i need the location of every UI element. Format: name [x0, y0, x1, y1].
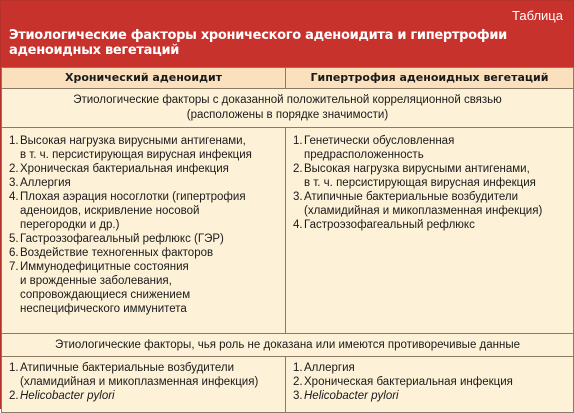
right-cell — [286, 128, 574, 334]
item-text-line: Атипичные бактериальные возбудители — [304, 191, 519, 203]
item-number: 2. — [9, 390, 19, 402]
section-header-line: Этиологические факторы с доказанной положительной корреляционной связью — [73, 94, 502, 106]
section-header-row — [2, 334, 574, 357]
list-item — [6, 190, 285, 232]
item-text-line: Helicobacter pylori — [20, 390, 115, 402]
item-text-line: Helicobacter pylori — [304, 390, 399, 402]
item-text-line: предрасположенность — [304, 149, 424, 161]
list-item — [6, 389, 285, 403]
table-title-line: Этиологические факторы хронического аденоидита и гипертрофии — [9, 28, 507, 43]
right-cell — [286, 357, 574, 413]
item-text-line: Высокая нагрузка вирусными антигенами, — [20, 135, 246, 147]
list-item — [290, 190, 573, 218]
section-header-line: Этиологические факторы, чья роль не доказана или имеются противоречивые данные — [54, 338, 521, 351]
list-item — [6, 176, 285, 190]
list-item — [6, 134, 285, 162]
item-text-line: Иммунодефицитные состояния — [20, 261, 189, 273]
item-number: 2. — [293, 376, 303, 388]
item-number: 1. — [9, 362, 19, 374]
item-text-line: Плохая аэрация носоглотки (гипертрофия — [20, 191, 246, 203]
section-header-line: (расположены в порядке значимости) — [186, 109, 389, 121]
item-text-line: Воздействие техногенных факторов — [20, 247, 214, 259]
factor-list — [290, 361, 573, 403]
section-header — [2, 334, 574, 357]
item-text-line: неспецифического иммунитета — [20, 303, 187, 315]
left-cell — [2, 128, 286, 334]
item-text-line: Хроническая бактериальная инфекция — [20, 163, 229, 175]
item-text-line: Атипичные бактериальные возбудители — [20, 362, 235, 374]
item-number: 5. — [9, 233, 19, 245]
section-body-row — [2, 128, 574, 334]
list-item — [6, 232, 285, 246]
item-text-line: Аллергия — [20, 177, 71, 189]
section-body-row — [2, 357, 574, 413]
item-text-line: в т. ч. персистирующая вирусная инфекция — [20, 149, 252, 161]
item-number: 6. — [9, 247, 19, 259]
item-number: 1. — [293, 362, 303, 374]
list-item — [290, 389, 573, 403]
column-header: Гипертрофия аденоидных вегетаций — [286, 68, 574, 89]
item-text-line: Гастроэзофагеальный рефлюкс (ГЭР) — [20, 233, 224, 245]
list-item — [6, 246, 285, 260]
item-text-line: Аллергия — [304, 362, 355, 374]
item-text-line: и врожденные заболевания, — [20, 275, 172, 287]
item-text-line: аденоидов, искривление носовой — [20, 205, 200, 217]
list-item — [6, 361, 285, 389]
item-number: 2. — [293, 163, 303, 175]
factor-list — [290, 134, 573, 232]
factor-list — [6, 134, 285, 316]
item-number: 4. — [293, 219, 303, 231]
section-header-row — [2, 89, 574, 128]
item-text-line: перегородки и др.) — [20, 219, 120, 231]
list-item — [6, 162, 285, 176]
item-number: 1. — [9, 135, 19, 147]
etiology-table — [1, 67, 574, 413]
table-header-band — [1, 1, 573, 67]
table-title-line: аденоидных вегетаций — [9, 43, 180, 58]
list-item — [290, 218, 573, 232]
item-number: 3. — [9, 177, 19, 189]
column-header-row — [2, 68, 574, 89]
item-text-line: Хроническая бактериальная инфекция — [304, 376, 513, 388]
item-text-line: сопровождающиеся снижением — [20, 289, 191, 301]
section-header — [2, 89, 574, 128]
item-text-line: (хламидийная и микоплазменная инфекция) — [304, 205, 543, 217]
table-tag: Таблица — [512, 8, 563, 23]
item-text-line: (хламидийная и микоплазменная инфекция) — [20, 376, 259, 388]
list-item — [290, 162, 573, 190]
item-number: 1. — [293, 135, 303, 147]
list-item — [290, 134, 573, 162]
item-number: 7. — [9, 261, 19, 273]
item-text-line: Генетически обусловленная — [304, 135, 455, 147]
column-header: Хронический аденоидит — [2, 68, 286, 89]
list-item — [290, 375, 573, 389]
factor-list — [6, 361, 285, 403]
item-number: 4. — [9, 191, 19, 203]
item-text-line: в т. ч. персистирующая вирусная инфекция — [304, 177, 536, 189]
table-title — [9, 28, 529, 58]
list-item — [6, 260, 285, 316]
item-text-line: Высокая нагрузка вирусными антигенами, — [304, 163, 530, 175]
item-text-line: Гастроэзофагеальный рефлюкс — [304, 219, 475, 231]
item-number: 3. — [293, 191, 303, 203]
item-number: 2. — [9, 163, 19, 175]
left-cell — [2, 357, 286, 413]
list-item — [290, 361, 573, 375]
item-number: 3. — [293, 390, 303, 402]
